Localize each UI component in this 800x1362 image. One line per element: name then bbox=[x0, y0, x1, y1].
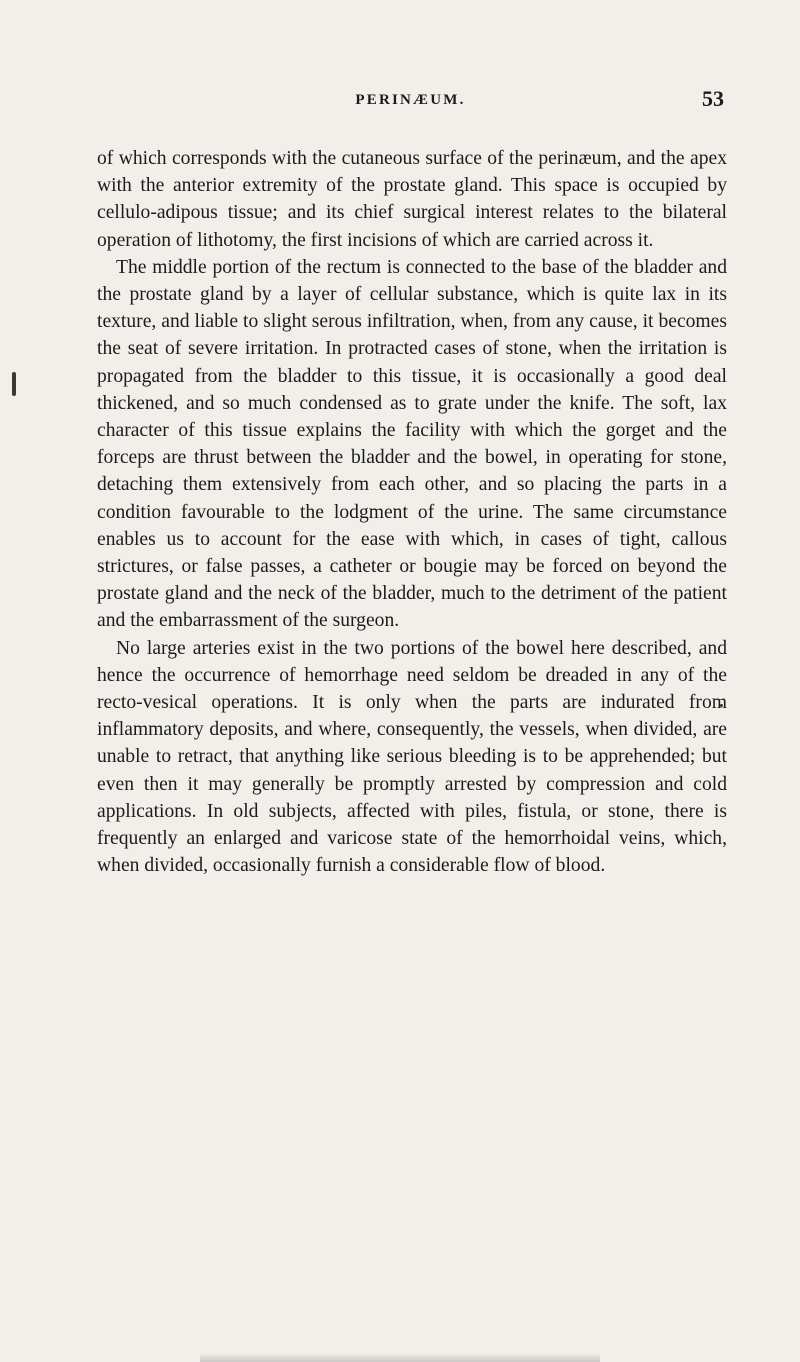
paragraph-3: No large arteries exist in the two portions of the bowel here described, and hence the occurrence of hemorrhage need seldom be dreaded in any of the recto-vesical operations. It is only when the parts are indurated from inflammatory deposits, and where, consequently, the vessels, when divided, are unable to retract, that anything like serious bleeding is to be apprehended; but even then it may generally be promptly arrested by compression and cold applications. In old subjects, affected with piles, fistula, or stone, there is frequently an enlarged and varicose state of the hemorrhoidal veins, which, when divided, occasionally furnish a considerable flow of blood. bbox=[97, 637, 727, 877]
page-bottom-edge bbox=[200, 1354, 600, 1362]
body-text bbox=[97, 145, 727, 879]
paragraph-2: The middle portion of the rectum is connected to the base of the bladder and the prostate gland by a layer of cellular substance, which is quite lax in its texture, and liable to slight serous infiltration, when, from any cause, it becomes the seat of severe irritation. In protracted cases of stone, when the irritation is propagated from the bladder to this tissue, it is occasionally a good deal thickened, and so much condensed as to grate under the knife. The soft, lax character of this tissue explains the facility with which the gorget and the forceps are thrust between the bladder and the bowel, in operating for stone, detaching them extensively from each other, and so placing the parts in a condition favourable to the lodgment of the urine. The same circumstance enables us to account for the ease with which, in cases of tight, callous strictures, or false passes, a catheter or bougie may be forced on beyond the prostate gland and the neck of the bladder, much to the detriment of the patient and the embarrassment of the surgeon. bbox=[97, 256, 727, 632]
page-number: 53 bbox=[702, 86, 724, 111]
running-header bbox=[97, 86, 724, 116]
paragraph-1: of which corresponds with the cutaneous surface of the perinæum, and the apex with the anterior extremity of the prostate gland. This space is occupied by cellulo-adipous tissue; and its chief surgical interest relates to the bilateral operation of lithotomy, the first incisions of which are carried across it. bbox=[97, 148, 727, 251]
running-title: PERINÆUM. bbox=[355, 92, 466, 108]
margin-mark bbox=[12, 372, 16, 396]
